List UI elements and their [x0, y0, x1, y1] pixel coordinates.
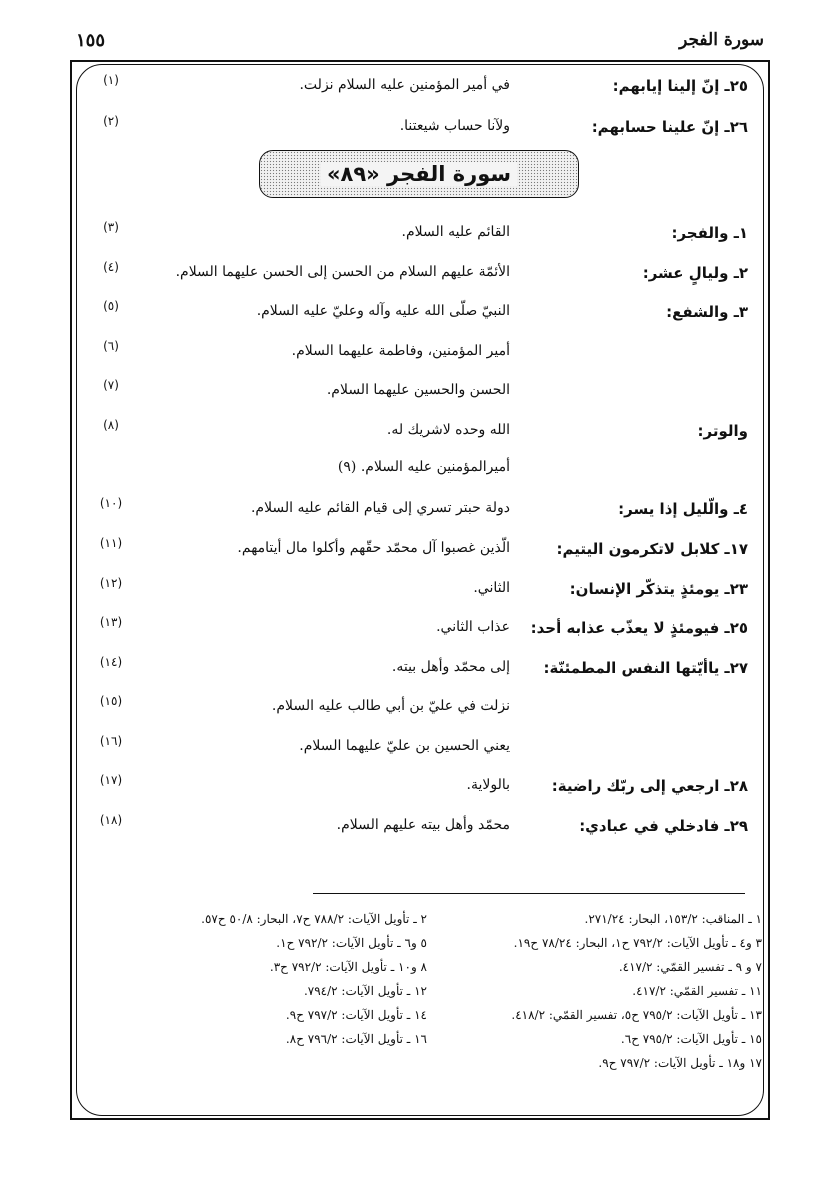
footnote-marker: (٢)	[103, 114, 119, 128]
page-number: ١٥٥	[76, 30, 106, 51]
footnote-marker: (٥)	[103, 299, 119, 313]
footnote-entry: ٣ و٤ ـ تأويل الآيات: ٧٩٢/٢ ح١، البحار: ٧٨/٢٤ ح١٩.	[513, 936, 762, 950]
footnote-entry: ٢ ـ تأويل الآيات: ٧٨٨/٢ ح٧، البحار: ٥٠/٨ ح٥٧.	[201, 912, 427, 926]
commentary-text: عذاب الثاني.	[436, 619, 510, 635]
verse-text: ٤ـ والّليل إذا يسر:	[618, 500, 748, 518]
footnote-entry: ١٥ ـ تأويل الآيات: ٧٩٥/٢ ح٦.	[620, 1032, 762, 1046]
commentary-text: بالولاية.	[466, 777, 510, 793]
footnote-entry: ١٧ و١٨ ـ تأويل الآيات: ٧٩٧/٢ ح٩.	[598, 1056, 762, 1070]
footnote-separator	[313, 893, 745, 894]
footnote-marker: (١١)	[99, 536, 123, 550]
verse-row	[80, 220, 760, 254]
footnote-marker: (٨)	[103, 418, 119, 432]
footnote-entry: ١٣ ـ تأويل الآيات: ٧٩٥/٢ ح٥، تفسير القمّي: ٤١٨/٢.	[511, 1008, 762, 1022]
verse-text: ٢٦ـ إنّ علينا حسابهم:	[591, 118, 748, 136]
commentary-text: الحسن والحسين عليهما السلام.	[326, 382, 510, 398]
footnote-marker: (٤)	[103, 260, 119, 274]
commentary-text: أمير المؤمنين، وفاطمة عليهما السلام.	[291, 343, 510, 359]
verse-text: ٢ـ وليالٍ عشر:	[642, 264, 748, 282]
verse-row	[80, 496, 760, 530]
verse-text: والوتر:	[697, 422, 748, 440]
verse-row	[80, 299, 760, 333]
footnote-marker: (١٣)	[99, 615, 123, 629]
commentary-text: نزلت في عليّ بن أبي طالب عليه السلام.	[271, 698, 510, 714]
footnote-marker: (١٢)	[99, 576, 123, 590]
verse-row	[80, 459, 760, 489]
verse-text: ٢٧ـ ياأيّتها النفس المطمئنّة:	[543, 659, 748, 677]
footnote-marker: (٦)	[103, 339, 119, 353]
footnote-marker: (١٦)	[99, 734, 123, 748]
commentary-text: النبيّ صلّى الله عليه وآله وعليّ عليه السلام.	[256, 303, 510, 319]
footnote-marker: (١)	[103, 73, 119, 87]
verse-row	[80, 655, 760, 689]
commentary-text: الله وحده لاشريك له.	[386, 422, 510, 438]
footnotes-left-column	[157, 908, 427, 1052]
footnotes-right-column	[462, 908, 762, 1076]
verse-text: ٣ـ والشفع:	[666, 303, 748, 321]
verse-row	[80, 813, 760, 847]
verse-text: ١ـ والفجر:	[671, 224, 748, 242]
verse-row	[80, 536, 760, 570]
commentary-text: يعني الحسين بن عليّ عليهما السلام.	[299, 738, 510, 754]
commentary-text: دولة حبتر تسري إلى قيام القائم عليه السلام.	[250, 500, 510, 516]
footnote-marker: (٣)	[103, 220, 119, 234]
verse-row	[80, 339, 760, 373]
verse-row	[80, 615, 760, 649]
verse-row	[80, 114, 760, 148]
footnote-entry: ١ ـ المناقب: ١٥٣/٢، البحار: ٢٧١/٢٤.	[584, 912, 762, 926]
footnote-marker: (١٤)	[99, 655, 123, 669]
footnote-marker: (١٥)	[99, 694, 123, 708]
verse-row	[80, 773, 760, 807]
verse-text: ١٧ـ كلابل لاتكرمون اليتيم:	[556, 540, 748, 558]
footnote-entry: ١٢ ـ تأويل الآيات: ٧٩٤/٢.	[303, 984, 427, 998]
footnote-marker: (١٠)	[99, 496, 123, 510]
commentary-text: في أمير المؤمنين عليه السلام نزلت.	[299, 77, 510, 93]
commentary-text: الّذين غصبوا آل محمّد حقّهم وأكلوا مال أيتامهم.	[237, 540, 510, 556]
verse-text: ٢٨ـ ارجعي إلى ربّك راضية:	[551, 777, 748, 795]
verse-row	[80, 576, 760, 610]
verse-row	[80, 694, 760, 728]
verse-text: ٢٥ـ إنّ إلينا إيابهم:	[612, 77, 748, 95]
verse-row	[80, 73, 760, 107]
verse-text: ٢٣ـ يومئذٍ يتذكّر الإنسان:	[569, 580, 748, 598]
footnote-entry: ٨ و١٠ ـ تأويل الآيات: ٧٩٢/٢ ح٣.	[269, 960, 427, 974]
commentary-text: ولآنا حساب شيعتنا.	[399, 118, 510, 134]
footnote-entry: ٧ و ٩ ـ تفسير القمّي: ٤١٧/٢.	[618, 960, 762, 974]
verse-text: ٢٥ـ فيومئذٍ لا يعذّب عذابه أحد:	[530, 619, 748, 637]
page-header	[70, 30, 770, 52]
verse-row	[80, 734, 760, 768]
surah-title-banner	[259, 150, 579, 198]
footnote-entry: ١٤ ـ تأويل الآيات: ٧٩٧/٢ ح٩.	[285, 1008, 427, 1022]
commentary-text: إلى محمّد وأهل بيته.	[391, 659, 510, 675]
footnote-entry: ١١ ـ تفسير القمّي: ٤١٧/٢.	[632, 984, 762, 998]
footnote-marker: (١٨)	[99, 813, 123, 827]
commentary-text: الثاني.	[473, 580, 510, 596]
verse-row	[80, 418, 760, 452]
footnote-marker: (٧)	[103, 378, 119, 392]
footnote-marker: (١٧)	[99, 773, 123, 787]
verse-row	[80, 378, 760, 412]
commentary-text: محمّد وأهل بيته عليهم السلام.	[336, 817, 510, 833]
footnote-entry: ٥ و٦ ـ تأويل الآيات: ٧٩٢/٢ ح١.	[276, 936, 427, 950]
verse-text: ٢٩ـ فادخلي في عبادي:	[579, 817, 748, 835]
footnote-entry: ١٦ ـ تأويل الآيات: ٧٩٦/٢ ح٨.	[285, 1032, 427, 1046]
surah-title: سورة الفجر «٨٩»	[321, 162, 517, 186]
commentary-text: الأئمّة عليهم السلام من الحسن إلى الحسن عليهما السلام.	[175, 264, 510, 280]
running-title: سورة الفجر	[679, 30, 764, 50]
commentary-text: أميرالمؤمنين عليه السلام. (٩)	[337, 459, 510, 475]
commentary-text: القائم عليه السلام.	[401, 224, 510, 240]
verse-row	[80, 260, 760, 294]
